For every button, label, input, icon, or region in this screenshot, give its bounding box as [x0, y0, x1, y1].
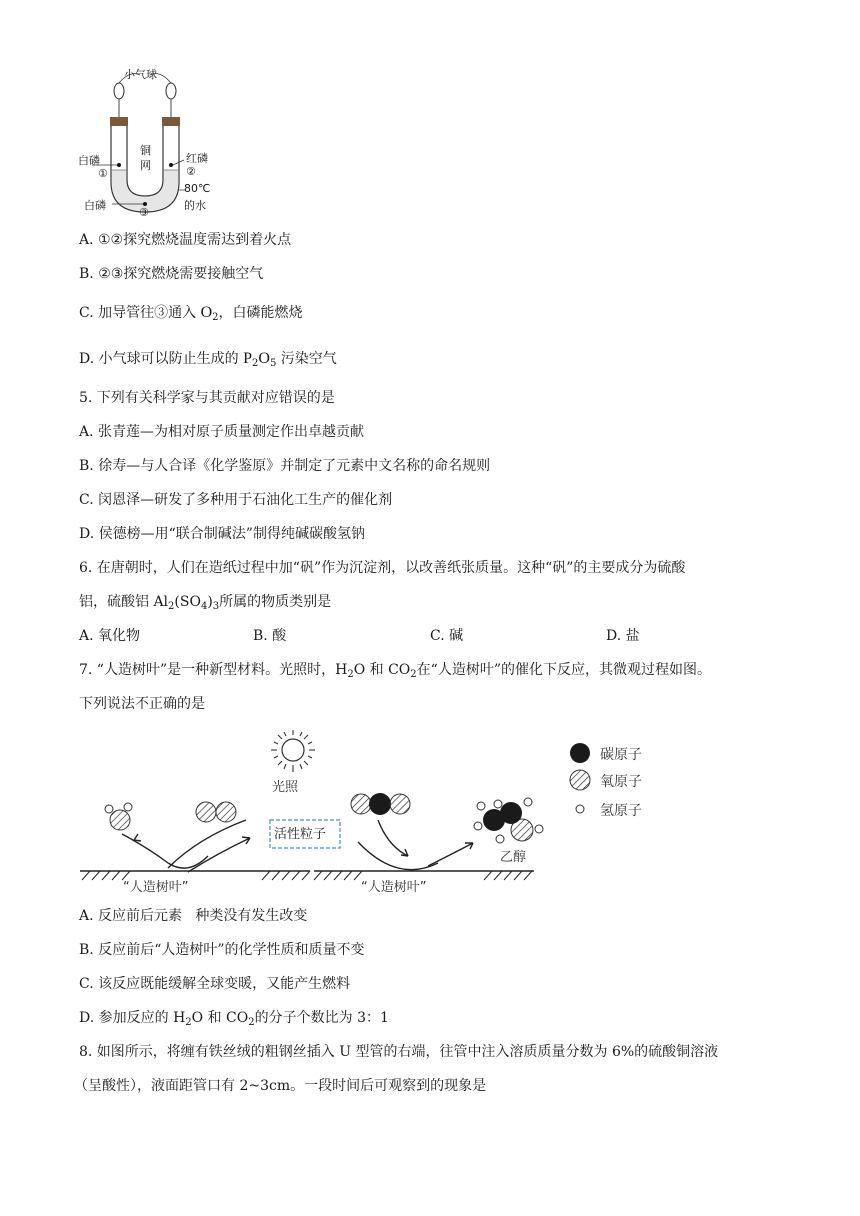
q6-stem-line1: 6. 在唐朝时，人们在造纸过程中加“矾”作为沉淀剂，以改善纸张质量。这种“矾”的主要成分为硫酸 — [79, 560, 686, 576]
q7-option-a: A. 反应前后元素 种类没有发生改变 — [79, 908, 308, 924]
balloon-label: 小气球 — [124, 68, 157, 81]
q6-s2-s2: 4 — [200, 601, 208, 612]
copper-mesh-label-2: 网 — [140, 159, 151, 172]
red-phosphorus-dot-2 — [169, 163, 173, 167]
q6-option-a: A. 氧化物 — [79, 628, 141, 644]
legend-oxygen-label: 氧原子 — [600, 774, 642, 790]
q5-option-b: B. 徐寿—与人合译《化学鉴原》并制定了元素中文名称的命名规则 — [79, 458, 491, 474]
white-phosphorus-label: 白磷 — [78, 154, 100, 167]
q7-d-mid: O 和 CO — [191, 1010, 249, 1026]
q5-option-a: A. 张青莲—为相对原子质量测定作出卓越贡献 — [79, 424, 365, 440]
q4-c-formula: O — [200, 304, 213, 321]
sun-icon — [271, 730, 315, 772]
legend-hydrogen-label: 氢原子 — [600, 803, 642, 819]
q4-option-c — [79, 303, 303, 328]
q6-s2-post: 所属的物质类别是 — [219, 594, 332, 610]
q6-option-d: D. 盐 — [606, 628, 640, 644]
mark-3-label: ③ — [139, 206, 149, 219]
q4-d-post: 污染空气 — [280, 351, 337, 367]
q7-option-c: C. 该反应既能缓解全球变暖，又能产生燃料 — [79, 976, 351, 992]
white-phosphorus-bottom-label: 白磷 — [84, 199, 106, 212]
active-particle-label: 活性粒子 — [274, 827, 327, 842]
q6-s2-mid: (SO — [174, 594, 201, 610]
q7-s1-pre: 7. “人造树叶”是一种新型材料。光照时，H — [79, 662, 348, 678]
q6-option-b: B. 酸 — [253, 628, 287, 644]
legend-hydrogen-icon — [576, 805, 584, 813]
q7-option-d — [79, 1008, 389, 1033]
water-molecule-icon — [105, 803, 132, 830]
q7-d-s2: 2 — [248, 1017, 255, 1028]
mark-2-label: ② — [186, 165, 196, 178]
legend-carbon-label: 碳原子 — [600, 747, 642, 763]
q7-d-s1: 2 — [185, 1017, 192, 1028]
legend-carbon-icon — [570, 743, 590, 763]
q6-s2-s1: 2 — [168, 601, 175, 612]
q4-d-f1: P — [243, 350, 252, 367]
q6-option-c: C. 碱 — [430, 628, 464, 644]
q7-d-pre: D. 参加反应的 H — [79, 1010, 186, 1026]
balloon-left-icon — [114, 83, 124, 99]
red-phosphorus-label: 红磷 — [186, 152, 208, 165]
q7-stem-line1 — [79, 660, 711, 685]
q7-s1-post: 在“人造树叶”的催化下反应，其微观过程如图。 — [416, 662, 711, 678]
q6-s2-pre: 铝，硫酸铝 Al — [79, 594, 169, 610]
q8-stem-line1: 8. 如图所示，将缠有铁丝绒的粗钢丝插入 U 型管的右端，往管中注入溶质质量分数为 6%的硫酸铜溶液 — [79, 1044, 719, 1060]
q4-option-b: B. ②③探究燃烧需要接触空气 — [79, 266, 264, 282]
q4-option-d — [79, 349, 337, 374]
light-label: 光照 — [272, 780, 299, 795]
q5-stem: 5. 下列有关科学家与其贡献对应错误的是 — [79, 390, 335, 406]
q7-stem-line2: 下列说法不正确的是 — [79, 696, 205, 712]
q4-c-pre: C. 加导管往③通入 — [79, 305, 197, 321]
q5-option-d: D. 侯德榜—用“联合制碱法”制得纯碱碳酸氢钠 — [79, 526, 365, 542]
q6-stem-line2 — [79, 592, 331, 617]
q4-c-sub: 2 — [212, 312, 219, 323]
q7-s1-s2: 2 — [410, 669, 417, 680]
leaf-right-label: “人造树叶” — [361, 880, 427, 895]
q7-s1-mid: O 和 CO — [353, 662, 411, 678]
balloon-right-icon — [166, 83, 176, 99]
temperature-label: 80℃ — [184, 182, 211, 195]
q4-option-a: A. ①②探究燃烧温度需达到着火点 — [79, 232, 292, 248]
ethanol-label: 乙醇 — [500, 850, 527, 865]
q4-c-post: ，白磷能燃烧 — [218, 305, 303, 321]
white-phosphorus-dot-1 — [117, 163, 121, 167]
copper-mesh-label-1: 铜 — [140, 144, 151, 157]
q5-option-c: C. 闵恩泽—研发了多种用于石油化工生产的催化剂 — [79, 492, 393, 508]
legend-oxygen-icon — [570, 770, 590, 790]
leaf-left-label: “人造树叶” — [123, 880, 189, 895]
q7-s1-s1: 2 — [347, 669, 354, 680]
ethanol-molecule-icon — [474, 798, 543, 843]
q6-s2-close: ) — [207, 594, 213, 610]
mark-1-label: ① — [98, 167, 108, 180]
oxygen-molecule-icon — [196, 802, 236, 822]
q4-d-s2: 5 — [269, 358, 277, 369]
water-label: 的水 — [184, 199, 206, 212]
q4-d-s1: 2 — [252, 358, 259, 369]
q7-option-b: B. 反应前后“人造树叶”的化学性质和质量不变 — [79, 942, 365, 958]
carbon-dioxide-molecule-icon — [351, 793, 410, 815]
q8-stem-line2: （呈酸性），液面距管口有 2~3cm。一段时间后可观察到的现象是 — [74, 1078, 487, 1094]
q7-d-post: 的分子个数比为 3：1 — [254, 1010, 389, 1026]
q6-s2-s3: 3 — [212, 601, 220, 612]
artificial-leaf-figure — [78, 728, 678, 898]
q4-d-pre: D. 小气球可以防止生成的 — [79, 351, 239, 367]
q4-d-f2: O — [258, 350, 270, 367]
